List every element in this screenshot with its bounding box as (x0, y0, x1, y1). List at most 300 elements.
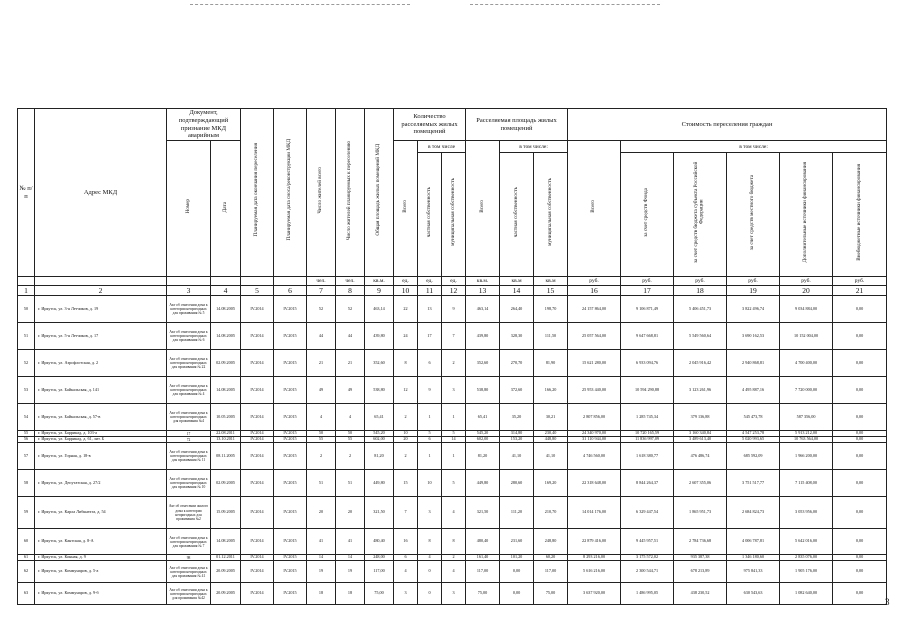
column-number-cell: 19 (727, 286, 780, 296)
table-cell: 545,20 (466, 431, 500, 437)
column-number-cell: 10 (394, 286, 418, 296)
table-cell: 6 (394, 555, 418, 561)
table-cell: 5 913 212,00 (780, 431, 833, 437)
table-cell: 14 014 176,00 (568, 497, 621, 529)
document-cell: Акт об отнесении дома к категории непригодных для проживания №4 (167, 404, 211, 431)
address-cell: г. Иркутск, ул. Депутатская, д. 27/2 (35, 470, 167, 497)
table-cell: 1 (442, 404, 466, 431)
table-cell: 476 486,74 (674, 443, 727, 470)
address-cell: г. Иркутск, ул. Конная, д. 9 (35, 555, 167, 561)
table-row (18, 470, 887, 497)
table-cell: 5 (442, 470, 466, 497)
table-cell: IV.2015 (274, 583, 307, 605)
col-header-cost-regional: за счет средств бюджета субъекта Российской Федерации (674, 153, 727, 277)
unit-cell (274, 277, 307, 286)
table-cell: 545 473,78 (727, 404, 780, 431)
table-row (18, 323, 887, 350)
col-header-residents-planned: Число жителей планируемых к переселению (336, 109, 365, 277)
table-cell: IV.2015 (274, 296, 307, 323)
table-cell: 41 (336, 529, 365, 555)
table-cell: 52 (307, 296, 336, 323)
address-cell: г. Иркутск, ул. Горная, д. 18-в (35, 443, 167, 470)
table-cell: 463,14 (365, 296, 394, 323)
table-cell: 117,00 (365, 561, 394, 583)
table-cell: 25 953 440,00 (568, 377, 621, 404)
table-cell: 379 136,88 (674, 404, 727, 431)
document-cell: Акт об отнесении дома к категории непригодных для проживания № 7 (167, 529, 211, 555)
address-cell: г. Иркутск, ул. 3-я Летчиков, д. 19 (35, 296, 167, 323)
table-cell: 9 034 884,00 (780, 296, 833, 323)
table-cell: 0,00 (833, 437, 887, 443)
column-number-cell: 14 (500, 286, 534, 296)
table-cell: 314,80 (500, 431, 534, 437)
table-row (18, 561, 887, 583)
table-cell: 480,40 (365, 529, 394, 555)
table-cell: 538,80 (466, 377, 500, 404)
table-cell: 111,20 (500, 497, 534, 529)
column-number-cell: 16 (568, 286, 621, 296)
table-cell: 685 592,09 (727, 443, 780, 470)
table-cell: IV.2015 (274, 431, 307, 437)
table-cell: 13 (418, 296, 442, 323)
table-cell: 3 489 613,40 (674, 437, 727, 443)
table-cell: 55 (18, 431, 35, 437)
col-header-rooms-municipal: муниципальная собственность (442, 153, 466, 277)
table-cell: 0 (418, 561, 442, 583)
table-cell: IV.2015 (274, 437, 307, 443)
table-cell: 0,00 (833, 443, 887, 470)
col-header-doc-date: Дата (211, 141, 241, 277)
table-cell: 449,80 (466, 470, 500, 497)
table-row (18, 529, 887, 555)
table-cell: 545,20 (365, 431, 394, 437)
col-header-rooms-private: частная собственность (418, 153, 442, 277)
table-cell: 51 (307, 470, 336, 497)
table-cell: 4 (418, 555, 442, 561)
table-cell: 10 152 004,00 (780, 323, 833, 350)
table-cell: 53 (18, 377, 35, 404)
table-cell: 50 (336, 431, 365, 437)
col-header-cost-nonbudget: Внебюджетные источники финансирования (833, 153, 887, 277)
table-cell: 58 (18, 470, 35, 497)
table-cell: 1 905 176,00 (780, 561, 833, 583)
unit-cell: руб. (568, 277, 621, 286)
table-cell: 15.09.2005 (211, 497, 241, 529)
col-header-cost-extra: Дополнительные источники финансирования (780, 153, 833, 277)
col-header-rooms-total: Всего (394, 141, 418, 277)
table-cell: 0,00 (500, 561, 534, 583)
document-cell: Акт об отнесении дома к категории непригодных для проживания № 41 (167, 561, 211, 583)
table-cell: 4 (442, 561, 466, 583)
table-cell: IV.2015 (274, 529, 307, 555)
table-cell: 161,40 (466, 555, 500, 561)
scan-top-line (470, 4, 660, 5)
table-cell: 19 (307, 561, 336, 583)
table-cell: 22.08.2011 (211, 431, 241, 437)
table-cell: 0 (418, 583, 442, 605)
table-cell: 3 175 572,02 (621, 555, 674, 561)
table-cell: 6 329 447,54 (621, 497, 674, 529)
column-number-cell: 13 (466, 286, 500, 296)
col-header-address: Адрес МКД (35, 109, 167, 277)
unit-cell (211, 277, 241, 286)
document-cell: Акт об отнесении дома к категории непригодных для проживания №42 (167, 583, 211, 605)
table-cell: 0,00 (833, 561, 887, 583)
table-cell: 55 (336, 437, 365, 443)
table-cell: 602,00 (466, 437, 500, 443)
table-cell: 264,40 (500, 296, 534, 323)
table-cell: IV.2015 (274, 555, 307, 561)
table-cell: 7 115 408,00 (780, 470, 833, 497)
table-cell: 8 (418, 529, 442, 555)
column-number-cell: 20 (780, 286, 833, 296)
table-cell: IV.2014 (241, 529, 274, 555)
table-cell: 12 (394, 377, 418, 404)
table-cell: 02.09.2005 (211, 470, 241, 497)
col-header-planned-resettlement: Планируемая дата окончания переселения (241, 109, 274, 277)
table-cell: 0,00 (833, 583, 887, 605)
column-numbers-row (18, 286, 887, 296)
table-cell: 449,80 (365, 470, 394, 497)
table-cell: 3 053 956,00 (780, 497, 833, 529)
table-cell: 678 213,89 (674, 561, 727, 583)
table-cell: 10 720 165,59 (621, 431, 674, 437)
table-cell: 15 621 280,00 (568, 350, 621, 377)
table-cell: 352,60 (466, 350, 500, 377)
table-cell: 19 (336, 561, 365, 583)
table-cell: 4 (394, 561, 418, 583)
col-header-area-incl: в том числе: (500, 141, 568, 153)
table-cell: 3 822 496,74 (727, 296, 780, 323)
table-cell: IV.2014 (241, 323, 274, 350)
table-cell: 9 (418, 377, 442, 404)
table-cell: 5 406 451,73 (674, 296, 727, 323)
table-cell: 169,20 (534, 470, 568, 497)
table-cell: 13.10.2011 (211, 437, 241, 443)
table-row (18, 583, 887, 605)
unit-cell: кв.м (500, 277, 534, 286)
table-cell: 10 763 564,00 (780, 437, 833, 443)
address-cell: г. Иркутск, ул. Байкальская, д. 141 (35, 377, 167, 404)
unit-cell: ед. (442, 277, 466, 286)
col-header-doc-number: Номер (167, 141, 211, 277)
table-cell: 439,80 (365, 323, 394, 350)
column-number-cell: 11 (418, 286, 442, 296)
table-cell: 2 835 076,00 (780, 555, 833, 561)
table-cell: 16 (394, 529, 418, 555)
table-cell: 2 940 868,81 (727, 350, 780, 377)
table-cell: 270,70 (500, 350, 534, 377)
document-cell: Акт об отнесении жилого дома к категории непригодных для проживания №2 (167, 497, 211, 529)
table-cell: 0,00 (833, 470, 887, 497)
unit-cell: кв.м. (365, 277, 394, 286)
table-cell: IV.2015 (274, 470, 307, 497)
unit-cell: руб. (780, 277, 833, 286)
table-cell: IV.2014 (241, 470, 274, 497)
table-cell: 2 807 856,00 (568, 404, 621, 431)
table-cell: 7 720 000,00 (780, 377, 833, 404)
table-cell: 8 (394, 350, 418, 377)
table-cell: 2 (394, 404, 418, 431)
table-cell: 50 (307, 431, 336, 437)
table-cell: 3 123 261,96 (674, 377, 727, 404)
table-cell: 31 110 944,00 (568, 437, 621, 443)
address-cell: г. Иркутск, ул. Коммунаров, д. 9-б (35, 583, 167, 605)
table-cell: 4 746 560,00 (568, 443, 621, 470)
table-cell: 1 (442, 443, 466, 470)
table-cell: 49 (336, 377, 365, 404)
table-cell: 5 549 560,64 (674, 323, 727, 350)
col-header-cost-incl: в том числе: (621, 141, 887, 153)
document-cell: 98 (167, 555, 211, 561)
table-row (18, 443, 887, 470)
table-cell: 65,41 (365, 404, 394, 431)
table-cell: 248,80 (534, 529, 568, 555)
table-cell: 321,50 (466, 497, 500, 529)
table-cell: 20.09.2005 (211, 583, 241, 605)
unit-cell: кв.м (534, 277, 568, 286)
table-cell: 352,60 (365, 350, 394, 377)
table-cell: 60,20 (534, 555, 568, 561)
column-number-cell: 5 (241, 286, 274, 296)
table-cell: 0,00 (833, 529, 887, 555)
table-row (18, 497, 887, 529)
table-cell: 975 841,33 (727, 561, 780, 583)
unit-cell: ед. (418, 277, 442, 286)
column-number-cell: 2 (35, 286, 167, 296)
table-cell: 75,00 (365, 583, 394, 605)
document-cell: Акт об отнесении дома к категории непригодных для проживания № 22 (167, 350, 211, 377)
table-cell: 6 (418, 437, 442, 443)
table-cell: 3 690 162,53 (727, 323, 780, 350)
scan-top-line (190, 4, 410, 5)
column-number-cell: 15 (534, 286, 568, 296)
table-cell: 01.12.2011 (211, 555, 241, 561)
table-cell: 4 700 400,00 (780, 350, 833, 377)
unit-cell (167, 277, 211, 286)
table-cell: 49 (307, 377, 336, 404)
table-cell: 4 547 253,78 (727, 431, 780, 437)
table-cell: IV.2015 (274, 323, 307, 350)
document-cell: Акт об отнесении дома к категории непригодных для проживания № 6 (167, 323, 211, 350)
table-cell: 2 684 824,73 (727, 497, 780, 529)
units-row (18, 277, 887, 286)
table-cell: 602,00 (365, 437, 394, 443)
table-cell: 62 (18, 561, 35, 583)
table-cell: 9 445 957,51 (621, 529, 674, 555)
table-cell: 8 293 216,00 (568, 555, 621, 561)
table-cell: 630 543,63 (727, 583, 780, 605)
table-cell: 44 (336, 323, 365, 350)
table-cell: 248,00 (365, 555, 394, 561)
table-cell: 210,70 (534, 497, 568, 529)
unit-cell (241, 277, 274, 286)
table-cell: 54 (18, 404, 35, 431)
table-cell: 1 486 995,05 (621, 583, 674, 605)
address-cell: г. Иркутск, ул. Баррикад, д. 61, лит. Б (35, 437, 167, 443)
document-cell: Акт об отнесении дома к категории непригодных для проживания № 4 (167, 377, 211, 404)
table-cell: IV.2014 (241, 497, 274, 529)
table-cell: 18 (307, 583, 336, 605)
table-cell: 60 (18, 529, 35, 555)
table-cell: 0,00 (833, 497, 887, 529)
table-cell: 111,50 (534, 323, 568, 350)
table-cell: 20.09.2005 (211, 561, 241, 583)
col-header-area-group: Расселяемая площадь жилых помещений (466, 109, 568, 141)
table-cell: 61 (18, 555, 35, 561)
table-cell: 10 (418, 470, 442, 497)
unit-cell: кв.м. (466, 277, 500, 286)
table-cell: 24 157 864,00 (568, 296, 621, 323)
table-cell: 41,10 (534, 443, 568, 470)
table-cell: 0,00 (833, 323, 887, 350)
col-header-rooms-incl: в том числе (418, 141, 466, 153)
table-cell: 63 (18, 583, 35, 605)
table-cell: 3 (394, 583, 418, 605)
table-cell: 20 (336, 497, 365, 529)
table-cell: 480,40 (466, 529, 500, 555)
table-row (18, 404, 887, 431)
table-cell: 08.11.2005 (211, 443, 241, 470)
column-number-cell: 8 (336, 286, 365, 296)
table-cell: IV.2014 (241, 443, 274, 470)
table-cell: 02.09.2005 (211, 350, 241, 377)
table-cell: 14 (336, 555, 365, 561)
unit-cell: руб. (621, 277, 674, 286)
table-cell: 5 616 216,00 (568, 561, 621, 583)
page-number: 3 (885, 597, 890, 607)
table-cell: 1 082 640,00 (780, 583, 833, 605)
document-cell: Акт об отнесении дома к категории непригодных для проживания № 5 (167, 296, 211, 323)
address-cell: г. Иркутск, ул. Карла Либкнехта, д. 54 (35, 497, 167, 529)
table-cell: 439,80 (466, 323, 500, 350)
table-cell: 9 106 871,49 (621, 296, 674, 323)
table-cell: 14.08.2005 (211, 323, 241, 350)
unit-cell: руб. (727, 277, 780, 286)
table-cell: 3 (418, 497, 442, 529)
table-cell: 1 966 200,00 (780, 443, 833, 470)
table-cell: 14 (442, 437, 466, 443)
table-cell: 935 387,38 (674, 555, 727, 561)
table-cell: 14.08.2005 (211, 529, 241, 555)
table-cell: 3 (442, 583, 466, 605)
table-cell: 81,20 (466, 443, 500, 470)
column-number-cell: 1 (18, 286, 35, 296)
column-number-cell: 3 (167, 286, 211, 296)
table-cell: 10 (394, 431, 418, 437)
table-cell: 3 160 340,84 (674, 431, 727, 437)
table-cell: 2 (394, 443, 418, 470)
table-cell: 321,50 (365, 497, 394, 529)
table-cell: 9 (442, 296, 466, 323)
table-cell: 18 (336, 583, 365, 605)
table-cell: 231,60 (500, 529, 534, 555)
address-cell: г. Иркутск, ул. Байкальская, д. 57-в (35, 404, 167, 431)
table-cell: 65,41 (466, 404, 500, 431)
table-cell: 3 637 920,00 (568, 583, 621, 605)
table-cell: 117,00 (534, 561, 568, 583)
table-cell: IV.2014 (241, 404, 274, 431)
table-cell: 153,20 (500, 437, 534, 443)
table-cell: 372,60 (500, 377, 534, 404)
table-cell: IV.2014 (241, 437, 274, 443)
table-cell: 198,70 (534, 296, 568, 323)
column-number-cell: 18 (674, 286, 727, 296)
table-cell: 2 (307, 443, 336, 470)
table-cell: IV.2015 (274, 404, 307, 431)
table-cell: 10 594 290,88 (621, 377, 674, 404)
table-cell: 166,20 (534, 377, 568, 404)
table-cell: 20 (307, 497, 336, 529)
address-cell: г. Иркутск, ул. Коммунаров, д. 5-а (35, 561, 167, 583)
table-cell: 463,14 (466, 296, 500, 323)
table-cell: IV.2014 (241, 561, 274, 583)
table-cell: 21 (307, 350, 336, 377)
column-number-cell: 6 (274, 286, 307, 296)
table-cell: 2 (442, 555, 466, 561)
table-row (18, 296, 887, 323)
table-cell: 280,60 (500, 470, 534, 497)
col-header-cost-local: за счет средств местного бюджета (727, 153, 780, 277)
table-cell: 10.05.2005 (211, 404, 241, 431)
table-cell: 14 (307, 555, 336, 561)
table-cell: IV.2014 (241, 296, 274, 323)
unit-cell: чел. (307, 277, 336, 286)
column-number-cell: 9 (365, 286, 394, 296)
table-cell: 9 647 668,81 (621, 323, 674, 350)
column-number-cell: 4 (211, 286, 241, 296)
table-cell: 448,80 (534, 437, 568, 443)
unit-cell: руб. (833, 277, 887, 286)
table-cell: 30,21 (534, 404, 568, 431)
col-header-area-total: Всего (466, 141, 500, 277)
table-cell: 81,20 (365, 443, 394, 470)
table-cell: 587 356,00 (780, 404, 833, 431)
address-cell: г. Иркутск, ул. Баррикад, д. 103-а (35, 431, 167, 437)
table-cell: 51 (18, 323, 35, 350)
table-cell: 56 (18, 437, 35, 443)
table-cell: 230,40 (534, 431, 568, 437)
table-cell: 1 865 951,73 (674, 497, 727, 529)
housing-register-table (17, 108, 887, 605)
table-cell: 24 (394, 323, 418, 350)
table-cell: 75,00 (534, 583, 568, 605)
table-cell: 4 (307, 404, 336, 431)
table-cell: 117,00 (466, 561, 500, 583)
column-number-cell: 12 (442, 286, 466, 296)
col-header-no: № п/п (18, 109, 35, 277)
table-cell: 52 (18, 350, 35, 377)
col-header-area-municipal: муниципальная собственность (534, 153, 568, 277)
column-number-cell: 21 (833, 286, 887, 296)
table-cell: IV.2015 (274, 561, 307, 583)
table-cell: IV.2014 (241, 431, 274, 437)
table-cell: IV.2014 (241, 583, 274, 605)
col-header-cost-total: Всего (568, 141, 621, 277)
table-cell: 7 (394, 497, 418, 529)
table-cell: 1 (418, 404, 442, 431)
table-cell: 2 607 355,06 (674, 470, 727, 497)
table-cell: 8 844 264,37 (621, 470, 674, 497)
table-cell: 52 (336, 296, 365, 323)
table-cell: 2 300 544,71 (621, 561, 674, 583)
table-cell: IV.2014 (241, 350, 274, 377)
table-cell: 41 (307, 529, 336, 555)
table-cell: 17 (418, 323, 442, 350)
table-cell: 75,00 (466, 583, 500, 605)
table-cell: 4 (336, 404, 365, 431)
table-cell: 328,30 (500, 323, 534, 350)
